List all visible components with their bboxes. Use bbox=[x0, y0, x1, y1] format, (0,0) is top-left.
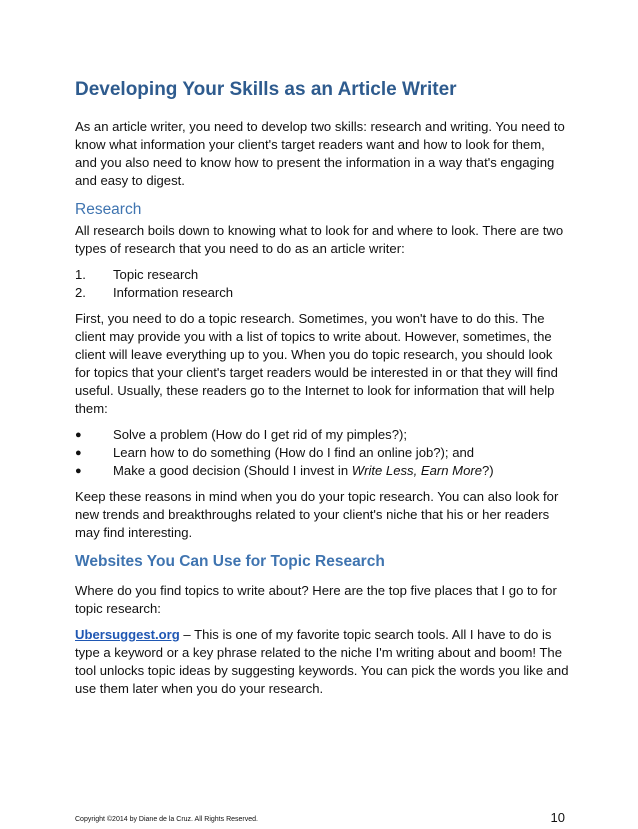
list-number: 1. bbox=[75, 267, 86, 282]
research-paragraph-1: All research boils down to knowing what to look for and where to look. There are two types of research that you need to do as an article writer: bbox=[75, 223, 564, 256]
list-item-text bbox=[113, 462, 494, 480]
list-item bbox=[75, 462, 570, 480]
list-item-text-start: Make a good decision (Should I invest in bbox=[113, 463, 352, 478]
page-content bbox=[75, 78, 570, 706]
list-item-text: Topic research bbox=[113, 267, 199, 282]
bullet-icon: ● bbox=[75, 465, 82, 477]
copyright-text: Copyright ©2014 by Diane de la Cruz. All Rights Reserved. bbox=[75, 816, 258, 823]
bullet-list bbox=[75, 426, 570, 480]
research-paragraph-3: Keep these reasons in mind when you do your topic research. You can also look for new trends and breakthroughs related to your client's niche that his or her readers may find interesting. bbox=[75, 489, 559, 540]
websites-paragraph-1: Where do you find topics to write about? Here are the top five places that I go to for topic research: bbox=[75, 583, 557, 616]
numbered-list bbox=[75, 266, 570, 302]
list-item bbox=[75, 284, 570, 302]
websites-paragraph-2 bbox=[75, 626, 570, 698]
list-number: 2. bbox=[75, 285, 86, 300]
list-item bbox=[75, 444, 570, 462]
websites-paragraph-2-text: – This is one of my favorite topic search tools. All I have to do is type a keyword or a key phrase related to the niche I'm writing about and boom! The tool unlocks topic ideas by suggesting keywords. You can pick the words you like and use them later when you do your research. bbox=[75, 627, 569, 696]
page-title: Developing Your Skills as an Article Writer bbox=[75, 79, 457, 100]
bullet-icon: ● bbox=[75, 429, 82, 441]
list-item bbox=[75, 266, 570, 284]
page-number: 10 bbox=[550, 810, 565, 825]
list-item-text-end: ?) bbox=[482, 463, 494, 478]
ubersuggest-link[interactable]: Ubersuggest.org bbox=[75, 627, 180, 642]
websites-heading: Websites You Can Use for Topic Research bbox=[75, 553, 385, 570]
list-item-text: Information research bbox=[113, 285, 234, 300]
list-item-text: Solve a problem (How do I get rid of my pimples?); bbox=[113, 427, 408, 442]
list-item bbox=[75, 426, 570, 444]
research-heading: Research bbox=[75, 201, 142, 218]
research-paragraph-2: First, you need to do a topic research. Sometimes, you won't have to do this. The client may provide you with a list of topics to write about. However, sometimes, the client will leave everything up to you. When you do topic research, you should look for topics that your client's target readers would be interested in or that they will find useful. Usually, these readers go to the Internet to look for information that will help them: bbox=[75, 311, 558, 416]
page-footer bbox=[75, 810, 565, 829]
book-title: Write Less, Earn More bbox=[351, 463, 482, 478]
list-item-text: Learn how to do something (How do I find an online job?); and bbox=[113, 445, 475, 460]
bullet-icon: ● bbox=[75, 447, 82, 459]
intro-paragraph: As an article writer, you need to develop two skills: research and writing. You need to know what information your client's target readers want and how to look for them, and you also need to know how to present the information in a way that's engaging and easy to digest. bbox=[75, 119, 565, 188]
